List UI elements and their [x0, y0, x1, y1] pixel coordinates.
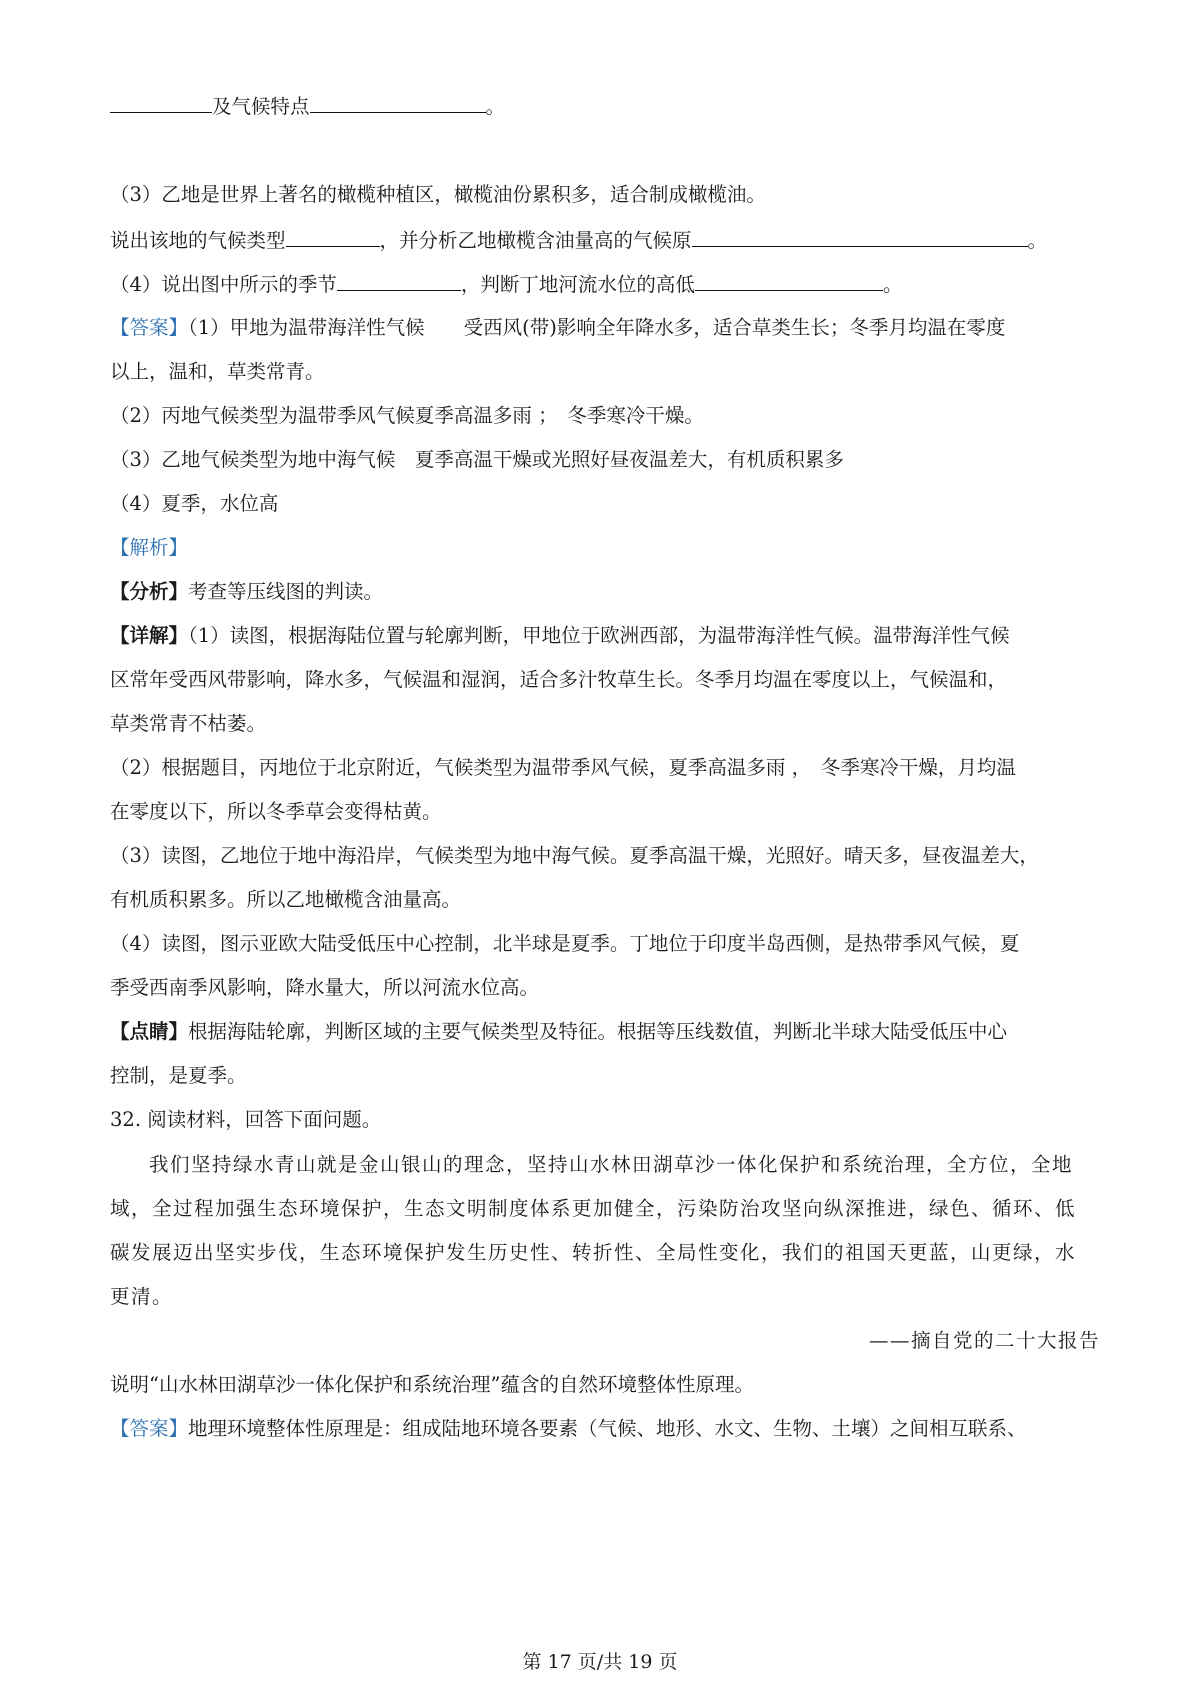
detail-1-line-2: 区常年受西风带影响，降水多，气候温和湿润，适合多汁牧草生长。冬季月均温在零度以上，气候温和， — [110, 668, 1008, 691]
question-3-stem: （3）乙地是世界上著名的橄榄种植区，橄榄油份累积多，适合制成橄榄油。 — [110, 183, 766, 206]
text-segment: 。 — [485, 95, 506, 118]
analysis-summary — [110, 578, 1100, 606]
material-line-1: 我们坚持绿水青山就是金山银山的理念，坚持山水林田湖草沙一体化保护和系统治理，全方位，全地 — [149, 1153, 1074, 1176]
answer-32-line-1 — [110, 1415, 1100, 1443]
answer-4: （4）夏季，水位高 — [110, 492, 279, 515]
text-segment: 。 — [882, 273, 903, 296]
material-line-2: 域，全过程加强生态环境保护，生态文明制度体系更加健全，污染防治攻坚向纵深推进，绿色、循环、低 — [110, 1197, 1077, 1220]
analysis-tag: 【解析】 — [110, 536, 189, 559]
answer-blank — [310, 92, 486, 113]
highlight-line-1 — [110, 1018, 1100, 1046]
question-32-title: 32. 阅读材料，回答下面问题。 — [110, 1108, 382, 1131]
material-source: ——摘自党的二十大报告 — [868, 1329, 1100, 1352]
detail-2-line-2: 在零度以下，所以冬季草会变得枯黄。 — [110, 800, 442, 823]
question-32-prompt: 说明“山水林田湖草沙一体化保护和系统治理”蕴含的自然环境整体性原理。 — [110, 1373, 754, 1396]
detail-4-line-2: 季受西南季风影响，降水量大，所以河流水位高。 — [110, 976, 540, 999]
section-tag: 【分析】 — [110, 580, 189, 603]
text-segment: （1）甲地为温带海洋性气候 受西风(带)影响全年降水多，适合草类生长；冬季月均温在零度 — [188, 316, 1006, 339]
answer-blank — [695, 270, 883, 291]
answer-blank — [286, 226, 380, 247]
answer-2: （2）丙地气候类型为温带季风气候夏季高温多雨 ； 冬季寒冷干燥。 — [110, 404, 704, 427]
detail-3-line-1: （3）读图，乙地位于地中海沿岸，气候类型为地中海气候。夏季高温干燥，光照好。晴天多，昼夜温差大， — [110, 844, 1039, 867]
answer-blank — [692, 226, 1028, 247]
text-segment: （4）说出图中所示的季节 — [110, 273, 337, 296]
detail-3-line-2: 有机质积累多。所以乙地橄榄含油量高。 — [110, 888, 462, 911]
question-4-prompt — [110, 270, 1100, 299]
answer-tag: 【答案】 — [110, 1417, 189, 1440]
material-line-3: 碳发展迈出坚实步伐，生态环境保护发生历史性、转折性、全局性变化，我们的祖国天更蓝，山更绿，水 — [110, 1241, 1077, 1264]
detail-2-line-1: （2）根据题目，丙地位于北京附近，气候类型为温带季风气候，夏季高温多雨 ， 冬季寒冷干燥，月均温 — [110, 756, 1016, 779]
text-segment: 说出该地的气候类型 — [110, 229, 286, 252]
detail-4-line-1: （4）读图，图示亚欧大陆受低压中心控制，北半球是夏季。丁地位于印度半岛西侧，是热带季风气候，夏 — [110, 932, 1020, 955]
text-segment: 。 — [1027, 229, 1048, 252]
text-segment: 地理环境整体性原理是：组成陆地环境各要素（气候、地形、水文、生物、土壤）之间相互联系、 — [188, 1417, 1027, 1440]
text-segment: （1）读图，根据海陆位置与轮廓判断，甲地位于欧洲西部，为温带海洋性气候。温带海洋性气候 — [188, 624, 1010, 647]
text-segment: 及气候特点 — [212, 95, 310, 118]
material-line-4: 更清。 — [110, 1285, 174, 1308]
page-number-footer: 第 17 页/共 19 页 — [522, 1651, 678, 1673]
text-segment: 根据海陆轮廓，判断区域的主要气候类型及特征。根据等压线数值，判断北半球大陆受低压中心 — [188, 1020, 1008, 1043]
answer-tag: 【答案】 — [110, 316, 189, 339]
text-segment: 考查等压线图的判读。 — [188, 580, 384, 603]
section-tag: 【详解】 — [110, 624, 189, 647]
section-tag: 【点睛】 — [110, 1020, 189, 1043]
answer-1-line-1 — [110, 314, 1100, 342]
text-segment: ，并分析乙地橄榄含油量高的气候原 — [379, 229, 692, 252]
text-segment: ，判断丁地河流水位的高低 — [460, 273, 695, 296]
question-3-prompt — [110, 226, 1100, 255]
answer-3: （3）乙地气候类型为地中海气候 夏季高温干燥或光照好昼夜温差大，有机质积累多 — [110, 448, 844, 471]
line-climate-features — [110, 92, 1100, 121]
highlight-line-2: 控制，是夏季。 — [110, 1064, 247, 1087]
detail-1-line-3: 草类常青不枯萎。 — [110, 712, 267, 735]
answer-1-line-2: 以上，温和，草类常青。 — [110, 360, 325, 383]
answer-blank — [110, 92, 212, 113]
detail-1-line-1 — [110, 622, 1100, 650]
answer-blank — [337, 270, 461, 291]
